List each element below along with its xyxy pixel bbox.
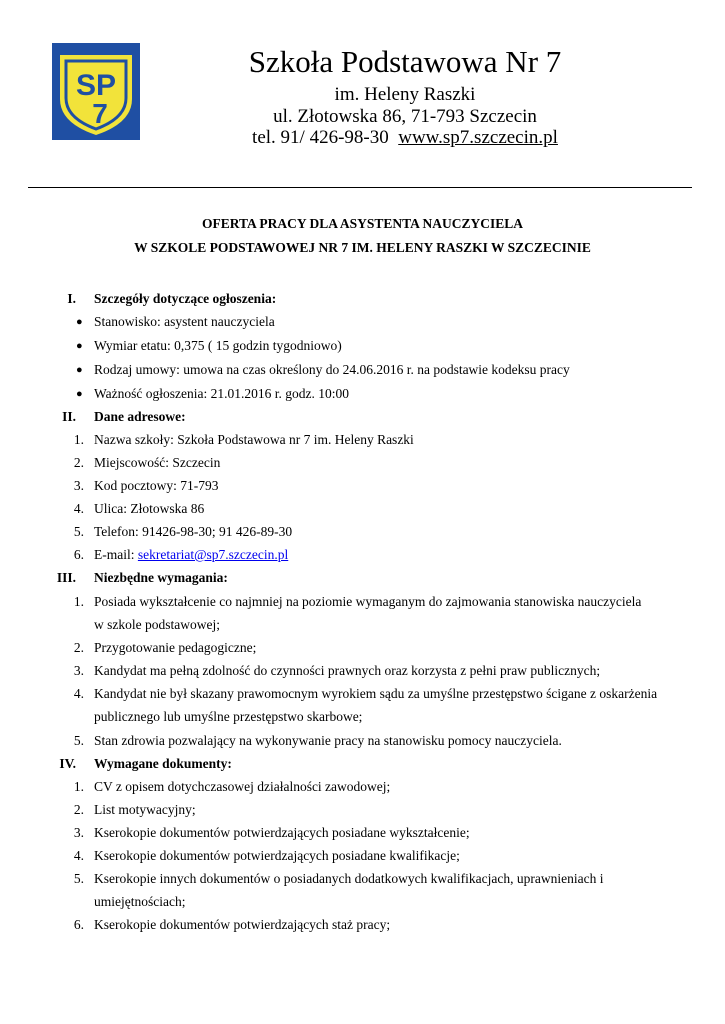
- offer-heading: OFERTA PRACY DLA ASYSTENTA NAUCZYCIELA: [201, 216, 524, 231]
- list-number: 6.: [73, 547, 84, 562]
- list-number: 2.: [73, 802, 84, 817]
- section-title: Dane adresowe:: [94, 409, 186, 424]
- header-divider: [28, 187, 692, 188]
- list-item: Ulica: Złotowska 86: [94, 501, 205, 516]
- list-item-continued: w szkole podstawowej;: [94, 617, 220, 632]
- list-item: Kserokopie dokumentów potwierdzających staż pracy;: [94, 917, 391, 932]
- bullet-icon: ●: [76, 364, 83, 376]
- list-item: Rodzaj umowy: umowa na czas określony do 24.06.2016 r. na podstawie kodeksu pracy: [94, 362, 570, 377]
- list-number: 5.: [73, 733, 84, 748]
- list-item: Kandydat ma pełną zdolność do czynności prawnych oraz korzysta z pełni praw publicznych;: [94, 663, 601, 678]
- list-number: 6.: [73, 917, 84, 932]
- school-address: ul. Złotowska 86, 71-793 Szczecin: [273, 106, 537, 127]
- svg-text:SP: SP: [75, 69, 117, 102]
- school-phone: tel. 91/ 426-98-30: [252, 127, 389, 148]
- email-label: E-mail:: [94, 547, 138, 562]
- list-number: 3.: [73, 825, 84, 840]
- svg-text:7: 7: [92, 98, 108, 129]
- list-number: 5.: [73, 524, 84, 539]
- list-item: Kserokopie dokumentów potwierdzających posiadane wykształcenie;: [94, 825, 470, 840]
- list-item: Stanowisko: asystent nauczyciela: [94, 314, 275, 329]
- list-number: 2.: [73, 640, 84, 655]
- list-number: 1.: [73, 594, 84, 609]
- list-item-continued: publicznego lub umyślne przestępstwo skarbowe;: [94, 709, 363, 724]
- section-number: I.: [67, 291, 76, 306]
- section-number: II.: [62, 409, 76, 424]
- list-number: 3.: [73, 478, 84, 493]
- bullet-icon: ●: [76, 340, 83, 352]
- list-item: CV z opisem dotychczasowej działalności zawodowej;: [94, 779, 391, 794]
- bullet-icon: ●: [76, 316, 83, 328]
- list-number: 4.: [73, 848, 84, 863]
- list-number: 1.: [73, 779, 84, 794]
- school-patron: im. Heleny Raszki: [334, 84, 476, 105]
- bullet-icon: ●: [76, 388, 83, 400]
- list-item: [94, 547, 288, 563]
- school-name: Szkoła Podstawowa Nr 7: [248, 44, 562, 79]
- list-number: 4.: [73, 686, 84, 701]
- list-item: Kod pocztowy: 71-793: [94, 478, 219, 493]
- list-item: Ważność ogłoszenia: 21.01.2016 r. godz. 10:00: [94, 386, 349, 401]
- section-title: Szczegóły dotyczące ogłoszenia:: [94, 291, 277, 306]
- email-link[interactable]: sekretariat@sp7.szczecin.pl: [137, 547, 289, 562]
- section-number: IV.: [59, 756, 76, 771]
- offer-subheading: W SZKOLE PODSTAWOWEJ NR 7 IM. HELENY RASZKI W SZCZECINIE: [134, 240, 591, 255]
- school-contact: [170, 127, 640, 149]
- list-item: Wymiar etatu: 0,375 ( 15 godzin tygodniowo): [94, 338, 342, 353]
- list-item: Przygotowanie pedagogiczne;: [94, 640, 257, 655]
- list-item: Miejscowość: Szczecin: [94, 455, 221, 470]
- section-number: III.: [56, 570, 76, 585]
- list-number: 3.: [73, 663, 84, 678]
- list-item: Stan zdrowia pozwalający na wykonywanie pracy na stanowisku pomocy nauczyciela.: [94, 733, 562, 748]
- list-item: Kserokopie dokumentów potwierdzających posiadane kwalifikacje;: [94, 848, 460, 863]
- list-item-continued: umiejętnościach;: [94, 894, 186, 909]
- school-logo: [52, 43, 140, 140]
- list-item: List motywacyjny;: [94, 802, 196, 817]
- section-title: Wymagane dokumenty:: [94, 756, 232, 771]
- list-item: Telefon: 91426-98-30; 91 426-89-30: [94, 524, 293, 539]
- school-website-link[interactable]: www.sp7.szczecin.pl: [398, 127, 558, 148]
- list-item: Nazwa szkoły: Szkoła Podstawowa nr 7 im. Heleny Raszki: [94, 432, 414, 447]
- list-number: 2.: [73, 455, 84, 470]
- list-number: 4.: [73, 501, 84, 516]
- list-number: 1.: [73, 432, 84, 447]
- list-item: Posiada wykształcenie co najmniej na poziomie wymaganym do zajmowania stanowiska nauczyciela: [94, 594, 642, 609]
- list-item: Kandydat nie był skazany prawomocnym wyrokiem sądu za umyślne przestępstwo ścigane z oskarżenia: [94, 686, 658, 701]
- list-number: 5.: [73, 871, 84, 886]
- list-item: Kserokopie innych dokumentów o posiadanych dodatkowych kwalifikacjach, uprawnieniach i: [94, 871, 604, 886]
- section-title: Niezbędne wymagania:: [94, 570, 228, 585]
